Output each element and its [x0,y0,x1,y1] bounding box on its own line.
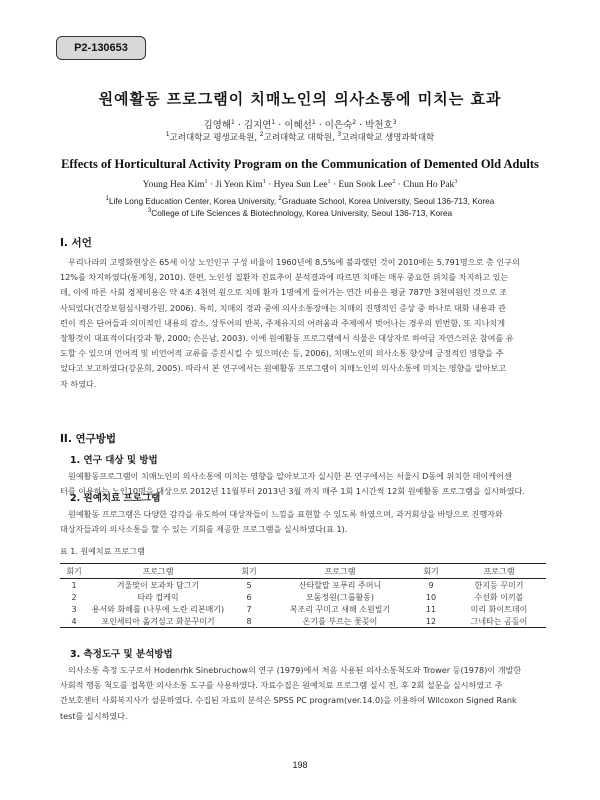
program-table [60,563,546,628]
affiliation-english-line1 [0,196,600,206]
poster-id-badge: P2-130653 [56,36,146,60]
author-name: 이혜선 [284,120,312,131]
affil-sup: 3 [337,131,342,139]
affil-sup: 1 [165,131,170,139]
affil-text: Graduate School, Korea University, Seoul 136-713, Korea [281,196,495,206]
table-cell: 타라 컵케익 [137,592,179,602]
section-heading-methods: II. 연구방법 [60,433,117,445]
text-line: 사되었다(건강보험심사평가원, 2006). 특히, 치매의 경과 중에 의사소통장애는 치매의 진행적인 증상 중 하나로 대화 내용과 관 [60,302,506,313]
affil-sup: 1 [105,196,109,203]
title-english: Effects of Horticultural Activity Program on the Communication of Demented Old Adults [61,157,539,171]
text-line: 데, 이에 따른 사회 경제비용은 약 4조 4천억 원으로 치매 환자 1명에게 들어가는 연간 비용은 평균 787만 3천여원인 것으로 조 [60,287,508,298]
affil-text: Life Long Education Center, Korea University, [108,196,279,206]
subsection-2-paragraph [60,507,544,537]
affiliation-english-line2 [0,208,600,218]
table-caption: 표 1. 원예치료 프로그램 [60,547,145,556]
text-line: 12%를 차지하였다(통계청, 2010). 한편, 노인성 질환자 진료추이 분석결과에 따르면 치매는 매우 중요한 위치를 차지하고 있는 [60,272,509,283]
table-cell: 10 [425,592,437,602]
text-line: 련이 적은 단어들과 의미적인 내용의 감소, 상투어의 반복, 주제유지의 어려움과 주제에서 벗어나는 경우의 빈번함, 또 지나치게 [60,317,506,328]
table-cell: 미리 화이트데이 [470,604,528,614]
author-sup: 2 [392,178,396,185]
section-heading-intro: I. 서언 [60,237,92,249]
table-cell: 복조리 꾸미고 새해 소원빌기 [289,604,391,614]
text-line: test를 실시하였다. [60,710,128,721]
author-sup: 3 [454,178,458,185]
table-cell: 7 [246,604,252,614]
table-cell: 겨울맞이 모과차 담그기 [116,580,200,590]
affil-text: 고려대학교 대학원, [263,133,338,143]
author-name: Eun Sook Lee [338,180,393,190]
text-line: 사회적 행동 척도를 접목한 의사소통 도구를 사용하였다. 자료수집은 원예치료 프로그램 실시 전, 후 2회 설문을 실시하였고 주 [60,680,503,691]
table-cell: 11 [425,604,437,614]
subsection-heading-3: 3. 측정도구 및 분석방법 [70,649,173,660]
table-cell: 5 [246,580,252,590]
author-sup: 1 [327,178,331,185]
text-line: 터를 이용하는 노인10명을 대상으로 2012년 11월부터 2013년 3월 까지 매주 1회 1시간씩 12회 원예활동 프로그램을 실시하였다. [60,486,525,497]
table-cell: 용서와 화해를 (나무에 노란 리본매기) [91,604,225,614]
text-line: 도할 수 있으며 언어적 및 비언어적 교류를 증진시킬 수 있으며(손 등, 2006), 치매노인의 의사소통 향상에 긍정적인 영향을 주 [60,348,504,359]
author-name: Chun Ho Pak [403,180,455,190]
author-name: Hyea Sun Lee [273,180,328,190]
table-cell: 1 [71,580,77,590]
author-name: Young Hea Kim [142,180,205,190]
subsection-3-paragraph [60,663,544,724]
table-cell: 8 [228,615,270,628]
author-name: 김영해 [203,120,231,131]
table-cell: 그네타는 곰돌이 [452,615,546,628]
author-name: 박천호 [365,120,393,131]
table-header-row [60,564,546,579]
table-row [60,579,546,592]
affil-sup: 2 [259,131,264,139]
table-header: 프로그램 [270,564,410,579]
table-header: 회기 [410,564,452,579]
table-cell: 산타할말 포푸리 주머니 [298,580,382,590]
table-header: 회기 [60,564,88,579]
affil-text: 고려대학교 생명과학대학 [341,133,435,143]
title-korean: 원예활동 프로그램이 치매노인의 의사소통에 미치는 효과 [98,90,502,108]
intro-paragraph [60,255,544,392]
affiliations-korean [0,131,600,143]
author-name: 이은숙 [324,120,353,131]
text-line: 우리나라의 고령화현상은 65세 이상 노인인구 구성 비율이 1960년에 8.5%에 불과했던 것이 2010에는 5,791명으로 총 인구의 [68,257,520,267]
author-sup: 1 [311,118,316,126]
text-line: 자 하였다. [60,378,97,389]
text-line: 원예활동프로그램이 치매노인의 의사소통에 미치는 영향을 알아보고자 실시한 본 연구에서는 서울시 D동에 위치한 데이케어센 [68,471,512,481]
table-cell: 2 [71,592,77,602]
table-cell: 수선화 이끼볼 [474,592,524,602]
text-line: 대상자들과의 의사소통을 할 수 있는 기회를 제공한 프로그램을 실시하였다(표 1). [60,524,348,535]
table-cell: 포인세티아 옮겨심고 화분꾸미기 [88,615,228,628]
table-header: 프로그램 [88,564,228,579]
table-header: 회기 [228,564,270,579]
authors-english: Young Hea Kim$^1$ · Ji Yeon Kim$^1$ · Hyea Sun Lee$^1$ · Eun Sook Lee$^2$ · Chun Ho Pak$^3$ [142,178,458,190]
table-row [60,603,546,615]
table-cell: 12 [410,615,452,628]
table-cell: 6 [246,592,252,602]
author-name: 김지연 [243,120,272,131]
affil-sup: 2 [278,196,282,203]
table-row [60,591,546,603]
table-row [60,615,546,628]
table-cell: 9 [428,580,434,590]
table-cell: 모둠정원(그룹활동) [305,592,375,602]
subsection-heading-1: 1. 연구 대상 및 방법 [70,455,158,466]
text-line: 원예활동 프로그램은 다양한 감각을 유도하여 대상자들이 느낌을 표현할 수 있도록 하였으며, 과거회상을 바탕으로 진행자와 [68,509,503,519]
affil-text: 고려대학교 평생교육원, [169,133,260,143]
author-sup: 1 [271,118,276,126]
table-cell: 한지등 꾸미기 [474,580,524,590]
author-sup: 1 [231,118,235,126]
text-line: 의사소통 측정 도구로서 Hodenrhk Sinebruchow의 연구 (1979)에서 처음 사용된 의사소통척도와 Trower 등(1978)이 개발한 [68,665,522,675]
author-sup: 1 [204,178,208,185]
author-name: Ji Yeon Kim [215,180,263,190]
author-sup: 2 [352,118,357,126]
table-cell: 온기를 부르는 꽃꽂이 [270,615,410,628]
subsection-heading-2: 2. 원예치료 프로그램 [70,493,161,504]
page-number: 198 [292,760,308,770]
author-sup: 1 [262,178,266,185]
authors-korean: 김영해$^1$ · 김지연$^1$ · 이혜선$^1$ · 이은숙$^2$ · 박천호$^3$ [203,118,397,131]
author-sup: 3 [392,118,397,126]
text-line: 장황것이 대표적이다(강과 황, 2000; 손은남, 2003). 이에 원예활동 프로그램에서 식물은 대상자로 하여금 자연스러운 참여를 유 [60,333,514,344]
affil-text: College of Life Sciences & Biotechnology, Korea University, Seoul 136-713, Korea [151,208,453,218]
affil-sup: 3 [147,208,152,215]
table-cell: 3 [71,604,77,614]
table-cell: 4 [60,615,88,628]
text-line: 었다고 보고하였다(강문희, 2005). 따라서 본 연구에서는 원예활동 프로그램이 치매노인의 의사소통에 미치는 영향을 알아보고 [60,363,507,374]
table-header: 프로그램 [452,564,546,579]
text-line: 간보호센터 사회복지사가 설문하였다. 수집된 자료의 분석은 SPSS PC program(ver.14.0)을 이용하여 Wilcoxon Signed Rank [60,695,517,706]
